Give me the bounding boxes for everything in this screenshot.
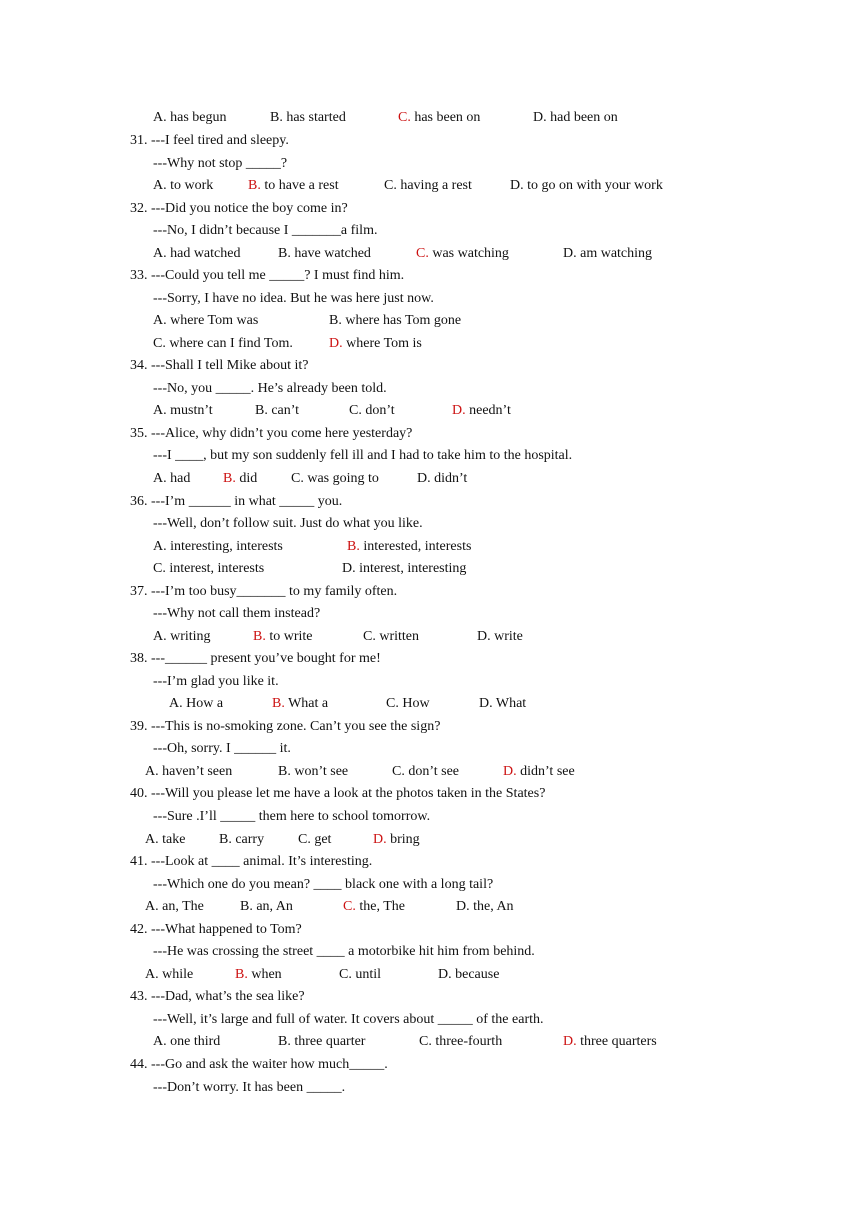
line-text: where Tom is xyxy=(342,336,422,351)
line-text: ---No, you _____. He’s already been told. xyxy=(153,381,387,396)
text-line xyxy=(533,110,618,126)
line-text: A. How a xyxy=(169,696,224,711)
text-line xyxy=(417,471,467,487)
text-line xyxy=(130,1057,388,1073)
text-line xyxy=(291,471,379,487)
line-text: C. three-fourth xyxy=(419,1034,503,1049)
text-line xyxy=(153,223,377,239)
line-text: when xyxy=(247,967,282,982)
text-line xyxy=(419,1034,502,1050)
answer-marker: D. xyxy=(563,1034,577,1049)
text-line xyxy=(153,1012,544,1028)
line-text: ---Why not call them instead? xyxy=(153,606,321,621)
line-text: D. had been on xyxy=(533,110,618,125)
line-text: B. have watched xyxy=(278,246,371,261)
text-line xyxy=(253,629,313,645)
text-line xyxy=(386,696,430,712)
line-text: D. because xyxy=(438,967,500,982)
text-line xyxy=(272,696,328,712)
line-text: C. until xyxy=(339,967,382,982)
text-line xyxy=(130,719,440,735)
text-line xyxy=(339,967,381,983)
line-text: ---Why not stop _____? xyxy=(153,156,288,171)
line-text: 40. ---Will you please let me have a look at the photos taken in the States? xyxy=(130,786,546,801)
line-text: A. interesting, interests xyxy=(153,539,283,554)
text-line xyxy=(278,764,348,780)
answer-marker: D. xyxy=(329,336,343,351)
text-line xyxy=(392,764,459,780)
text-line xyxy=(153,606,320,622)
line-text: 35. ---Alice, why didn’t you come here yesterday? xyxy=(130,426,413,441)
line-text: 44. ---Go and ask the waiter how much_____. xyxy=(130,1057,388,1072)
line-text: A. take xyxy=(145,832,186,847)
line-text: ---Well, don’t follow suit. Just do what you like. xyxy=(153,516,423,531)
line-text: ---Well, it’s large and full of water. It covers about _____ of the earth. xyxy=(153,1012,544,1027)
line-text: ---Don’t worry. It has been _____. xyxy=(153,1080,346,1095)
line-text: B. an, An xyxy=(240,899,293,914)
text-line xyxy=(416,246,509,262)
line-text: 42. ---What happened to Tom? xyxy=(130,922,302,937)
text-line xyxy=(153,381,387,397)
text-line xyxy=(438,967,499,983)
line-text: 39. ---This is no-smoking zone. Can’t you see the sign? xyxy=(130,719,441,734)
text-line xyxy=(278,1034,365,1050)
line-text: A. had watched xyxy=(153,246,241,261)
answer-marker: B. xyxy=(223,471,236,486)
text-line xyxy=(130,201,348,217)
line-text: B. three quarter xyxy=(278,1034,366,1049)
text-line xyxy=(130,358,308,374)
answer-marker: C. xyxy=(343,899,356,914)
text-line xyxy=(153,809,430,825)
text-line xyxy=(153,561,264,577)
text-line xyxy=(452,403,511,419)
line-text: C. How xyxy=(386,696,430,711)
line-text: ---Which one do you mean? ____ black one with a long tail? xyxy=(153,877,494,892)
text-line xyxy=(153,674,279,690)
answer-marker: B. xyxy=(235,967,248,982)
answer-marker: B. xyxy=(253,629,266,644)
text-line xyxy=(130,268,404,284)
line-text: B. has started xyxy=(270,110,346,125)
answer-marker: B. xyxy=(248,178,261,193)
line-text: C. where can I find Tom. xyxy=(153,336,293,351)
line-text: the, The xyxy=(355,899,405,914)
text-line xyxy=(130,426,412,442)
line-text: C. don’t xyxy=(349,403,395,418)
text-line xyxy=(153,291,434,307)
text-line xyxy=(255,403,299,419)
line-text: has been on xyxy=(410,110,481,125)
line-text: 37. ---I’m too busy_______ to my family often. xyxy=(130,584,398,599)
line-text: three quarters xyxy=(576,1034,657,1049)
text-line xyxy=(398,110,480,126)
line-text: 38. ---______ present you’ve bought for me! xyxy=(130,651,381,666)
text-line xyxy=(347,539,471,555)
answer-marker: C. xyxy=(416,246,429,261)
line-text: B. won’t see xyxy=(278,764,349,779)
text-line xyxy=(130,494,342,510)
text-line xyxy=(130,651,381,667)
line-text: 32. ---Did you notice the boy come in? xyxy=(130,201,348,216)
answer-marker: C. xyxy=(398,110,411,125)
line-text: A. an, The xyxy=(145,899,204,914)
line-text: B. carry xyxy=(219,832,265,847)
text-line xyxy=(235,967,282,983)
line-text: D. the, An xyxy=(456,899,514,914)
line-text: bring xyxy=(386,832,420,847)
line-text: C. get xyxy=(298,832,332,847)
text-line xyxy=(153,448,572,464)
line-text: A. where Tom was xyxy=(153,313,259,328)
text-line xyxy=(219,832,264,848)
text-line xyxy=(130,133,289,149)
text-line xyxy=(270,110,346,126)
text-line xyxy=(130,786,545,802)
text-line xyxy=(153,629,211,645)
line-text: B. can’t xyxy=(255,403,300,418)
line-text: 33. ---Could you tell me _____? I must find him. xyxy=(130,268,405,283)
line-text: D. interest, interesting xyxy=(342,561,467,576)
text-line xyxy=(169,696,223,712)
line-text: D. write xyxy=(477,629,523,644)
line-text: ---No, I didn’t because I _______a film. xyxy=(153,223,378,238)
text-line xyxy=(145,967,193,983)
line-text: C. written xyxy=(363,629,419,644)
text-line xyxy=(153,403,213,419)
line-text: was watching xyxy=(428,246,509,261)
text-line xyxy=(373,832,420,848)
answer-marker: B. xyxy=(272,696,285,711)
line-text: B. where has Tom gone xyxy=(329,313,462,328)
line-text: A. one third xyxy=(153,1034,221,1049)
text-line xyxy=(153,246,240,262)
line-text: A. has begun xyxy=(153,110,227,125)
text-line xyxy=(153,1080,345,1096)
text-line xyxy=(153,944,535,960)
line-text: needn’t xyxy=(465,403,511,418)
text-line xyxy=(153,877,493,893)
text-line xyxy=(384,178,472,194)
line-text: 31. ---I feel tired and sleepy. xyxy=(130,133,289,148)
text-line xyxy=(278,246,371,262)
line-text: C. interest, interests xyxy=(153,561,265,576)
line-text: C. was going to xyxy=(291,471,379,486)
text-line xyxy=(342,561,466,577)
text-line xyxy=(130,854,372,870)
text-line xyxy=(363,629,419,645)
line-text: to write xyxy=(265,629,313,644)
line-text: ---I ____, but my son suddenly fell ill and I had to take him to the hospital. xyxy=(153,448,573,463)
line-text: 43. ---Dad, what’s the sea like? xyxy=(130,989,305,1004)
line-text: ---He was crossing the street ____ a motorbike hit him from behind. xyxy=(153,944,535,959)
line-text: D. didn’t xyxy=(417,471,468,486)
text-line xyxy=(563,246,652,262)
text-line xyxy=(153,156,287,172)
text-line xyxy=(145,899,204,915)
text-line xyxy=(153,336,293,352)
answer-marker: D. xyxy=(373,832,387,847)
text-line xyxy=(153,471,190,487)
text-line xyxy=(130,584,397,600)
line-text: A. writing xyxy=(153,629,211,644)
text-line xyxy=(329,313,461,329)
line-text: A. to work xyxy=(153,178,214,193)
text-line xyxy=(349,403,395,419)
text-line xyxy=(298,832,331,848)
line-text: 41. ---Look at ____ animal. It’s interesting. xyxy=(130,854,373,869)
line-text: C. having a rest xyxy=(384,178,472,193)
text-line xyxy=(145,832,185,848)
line-text: A. haven’t seen xyxy=(145,764,233,779)
line-text: ---I’m glad you like it. xyxy=(153,674,279,689)
line-text: interested, interests xyxy=(359,539,472,554)
text-line xyxy=(153,741,291,757)
text-line xyxy=(153,178,213,194)
text-line xyxy=(456,899,514,915)
text-line xyxy=(477,629,523,645)
line-text: didn’t see xyxy=(516,764,575,779)
text-line xyxy=(240,899,293,915)
text-line xyxy=(153,110,227,126)
text-line xyxy=(130,922,302,938)
line-text: 36. ---I’m ______ in what _____ you. xyxy=(130,494,343,509)
answer-marker: D. xyxy=(503,764,517,779)
text-line xyxy=(145,764,232,780)
line-text: A. mustn’t xyxy=(153,403,213,418)
line-text: D. What xyxy=(479,696,527,711)
text-line xyxy=(479,696,526,712)
line-text: ---Sure .I’ll _____ them here to school tomorrow. xyxy=(153,809,431,824)
text-line xyxy=(503,764,575,780)
text-line xyxy=(153,516,423,532)
text-line xyxy=(130,989,305,1005)
text-line xyxy=(153,539,283,555)
text-line xyxy=(343,899,405,915)
line-text: to have a rest xyxy=(260,178,339,193)
line-text: D. am watching xyxy=(563,246,653,261)
text-line xyxy=(510,178,663,194)
text-line xyxy=(223,471,257,487)
line-text: A. while xyxy=(145,967,194,982)
text-line xyxy=(153,313,258,329)
text-line xyxy=(248,178,339,194)
answer-marker: D. xyxy=(452,403,466,418)
line-text: did xyxy=(235,471,258,486)
text-line xyxy=(563,1034,657,1050)
line-text: What a xyxy=(284,696,329,711)
text-line xyxy=(329,336,422,352)
line-text: ---Oh, sorry. I ______ it. xyxy=(153,741,291,756)
line-text: 34. ---Shall I tell Mike about it? xyxy=(130,358,309,373)
line-text: ---Sorry, I have no idea. But he was here just now. xyxy=(153,291,434,306)
line-text: C. don’t see xyxy=(392,764,460,779)
line-text: D. to go on with your work xyxy=(510,178,663,193)
answer-marker: B. xyxy=(347,539,360,554)
line-text: A. had xyxy=(153,471,191,486)
text-line xyxy=(153,1034,220,1050)
